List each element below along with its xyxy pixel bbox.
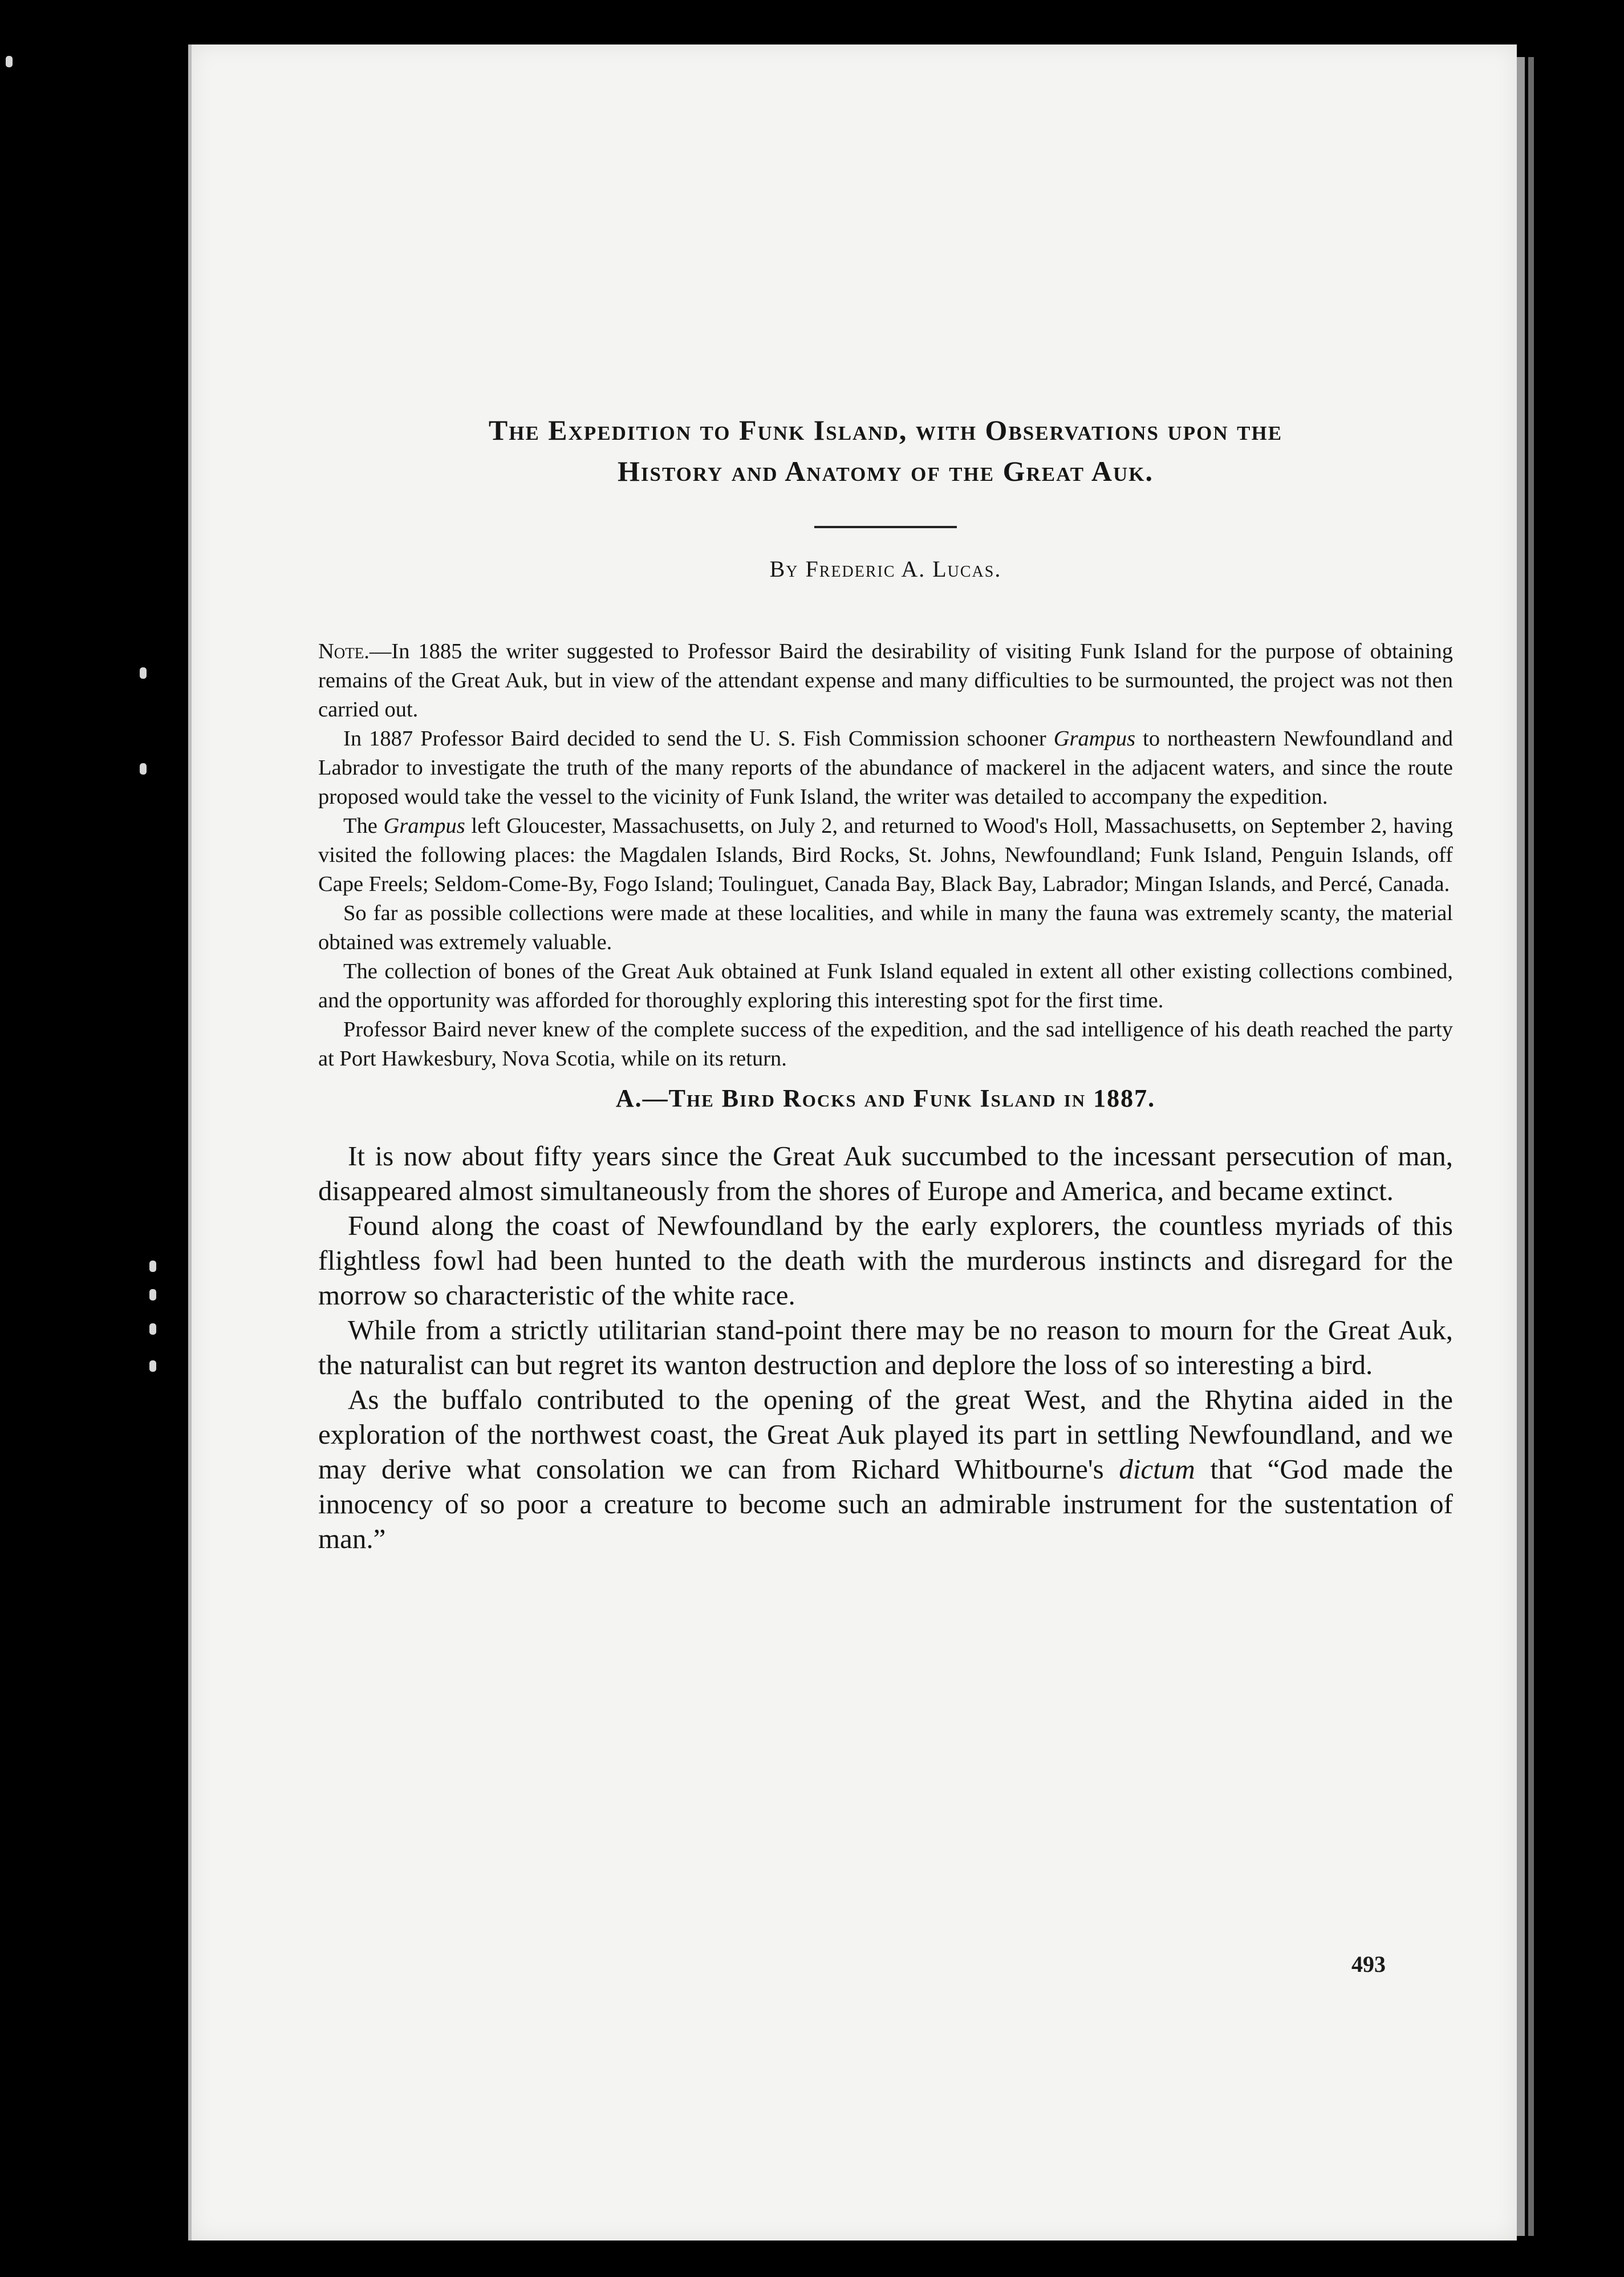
body-paragraph: Found along the coast of Newfoundland by the early explorers, the countless myriads of this flightless fowl had been hunted to the death with the murderous instincts and disregard for the morrow so characteristic of the white race.	[318, 1210, 1453, 1311]
note-paragraph: The collection of bones of the Great Auk obtained at Funk Island equaled in extent all other existing collections combined, and the opportunity was afforded for thoroughly exploring this interesting spot for the first time.	[318, 959, 1453, 1012]
body-paragraph: While from a strictly utilitarian stand-point there may be no reason to mourn for the Great Auk, the naturalist can but regret its wanton destruction and deplore the loss of so interesting a bird.	[318, 1314, 1453, 1380]
binding-mark	[140, 667, 147, 679]
body-text	[318, 1138, 1453, 1556]
italic-term: dictum	[1119, 1453, 1195, 1485]
binding-mark	[140, 763, 147, 775]
section-heading: A.—The Bird Rocks and Funk Island in 1887.	[615, 1084, 1156, 1112]
page-edge-shadow	[1517, 57, 1525, 2236]
left-margin-strip	[0, 0, 188, 2277]
body-paragraph	[318, 1382, 1453, 1556]
title-line: History and Anatomy of the Great Auk.	[617, 455, 1154, 487]
title-rule	[814, 526, 957, 528]
note-paragraph	[318, 724, 1453, 812]
page-edge-shadow	[1528, 57, 1534, 2236]
binding-mark	[149, 1323, 156, 1335]
title-line: The Expedition to Funk Island, with Observations upon the	[488, 414, 1283, 446]
body-paragraph: It is now about fifty years since the Great Auk succumbed to the incessant persecution of man, disappeared almost simultaneously from the shores of Europe and America, and became extinct.	[318, 1140, 1453, 1206]
binding-mark	[6, 56, 13, 67]
body-text-run: As the buffalo contributed to the opening of the great West, and the Rhytina aided in the exploration of the northwest coast, the Great Auk played its part in settling Newfoundland, and we may derive what consolation we can from Richard Whitbourne's	[318, 1384, 1453, 1485]
note-text: to northeastern Newfoundland and Labrador to investigate the truth of the many reports of the abundance of mackerel in the adjacent waters, and since the route proposed would take the vessel to the vicinity of Funk Island, the writer was detailed to accompany the expedition.	[318, 727, 1453, 809]
note-text: —In 1885 the writer suggested to Professor Baird the desirability of visiting Funk Island for the purpose of obtaining remains of the Great Auk, but in view of the attendant expense and many difficulties to be surmounted, the project was not then carried out.	[318, 639, 1453, 722]
editor-note	[318, 637, 1453, 1073]
ship-name: Grampus	[1053, 727, 1136, 751]
note-paragraph: Professor Baird never knew of the complete success of the expedition, and the sad intelligence of his death reached the party at Port Hawkesbury, Nova Scotia, while on its return.	[318, 1018, 1453, 1071]
article-title	[318, 410, 1453, 492]
byline: By Frederic A. Lucas.	[769, 556, 1002, 582]
note-text: left Gloucester, Massachusetts, on July 2, and returned to Wood's Holl, Massachusetts, on September 2, having visited the following places: the Magdalen Islands, Bird Rocks, St. Johns, Newfoundland; Funk Island, Penguin Islands, off Cape Freels; Seldom-Come-By, Fogo Island; Toulinguet, Canada Bay, Black Bay, Labrador; Mingan Islands, and Percé, Canada.	[318, 814, 1453, 896]
binding-mark	[149, 1289, 156, 1300]
page-number: 493	[1351, 1951, 1386, 1977]
note-lead: Note.	[318, 639, 370, 663]
note-text: In 1887 Professor Baird decided to send the U. S. Fish Commission schooner	[343, 727, 1054, 751]
ship-name: Grampus	[383, 814, 465, 838]
body-text-run: that “God made the innocency of so poor a creature to become such an admirable instrument for the sustentation of man.”	[318, 1453, 1453, 1554]
note-paragraph: So far as possible collections were made at these localities, and while in many the fauna was extremely scanty, the material obtained was extremely valuable.	[318, 901, 1453, 954]
note-text: The	[343, 814, 384, 838]
page-text	[318, 410, 1453, 1556]
note-paragraph	[318, 637, 1453, 724]
scanned-page	[188, 44, 1517, 2240]
binding-mark	[149, 1261, 156, 1272]
binding-mark	[149, 1360, 156, 1372]
note-paragraph	[318, 812, 1453, 899]
